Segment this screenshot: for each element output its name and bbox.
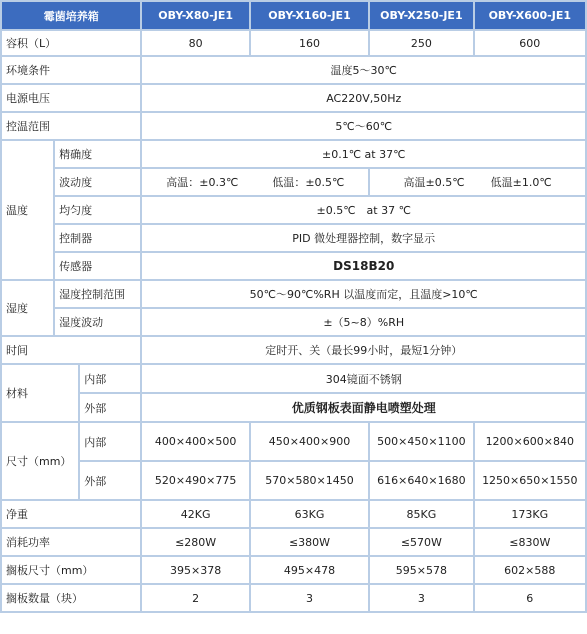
cell-value: 50℃～90℃%RH 以温度而定，且温度>10℃ — [142, 281, 585, 307]
group-label-material: 材料 — [2, 365, 78, 421]
sub-label: 外部 — [80, 394, 140, 421]
table-row — [2, 225, 585, 251]
cell-value: PID 微处理器控制，数字显示 — [142, 225, 585, 251]
cell-value: 395×378 — [142, 557, 248, 583]
cell-value: 3 — [370, 585, 472, 611]
cell-value: 304镜面不锈钢 — [142, 365, 585, 392]
cell-value: 173KG — [475, 501, 585, 527]
sub-label: 均匀度 — [55, 197, 140, 223]
table-row — [2, 113, 585, 139]
row-label: 消耗功率 — [2, 529, 140, 555]
sub-label: 湿度控制范围 — [55, 281, 140, 307]
row-label: 电源电压 — [2, 85, 140, 111]
model-header: OBY-X600-JE1 — [475, 2, 585, 29]
table-row — [2, 423, 585, 460]
cell-value: 500×450×1100 — [370, 423, 472, 460]
table-row — [2, 529, 585, 555]
table-row — [2, 309, 585, 335]
header-row — [2, 2, 585, 29]
cell-value: 5℃～60℃ — [142, 113, 585, 139]
cell-value: 42KG — [142, 501, 248, 527]
cell-value: 1250×650×1550 — [475, 462, 585, 499]
cell-value: 600 — [475, 31, 585, 55]
fluctuation-small-models — [142, 169, 368, 195]
cell-value: ≤280W — [142, 529, 248, 555]
sub-label: 控制器 — [55, 225, 140, 251]
row-label: 环境条件 — [2, 57, 140, 83]
cell-value: 3 — [251, 585, 368, 611]
row-label: 搁板尺寸（mm） — [2, 557, 140, 583]
sub-label: 内部 — [80, 365, 140, 392]
sub-label: 外部 — [80, 462, 140, 499]
cell-value: 160 — [251, 31, 368, 55]
sub-label: 精确度 — [55, 141, 140, 167]
cell-value: AC220V,50Hz — [142, 85, 585, 111]
cell-value: 520×490×775 — [142, 462, 248, 499]
cell-value: 602×588 — [475, 557, 585, 583]
cell-value: ±0.1℃ at 37℃ — [142, 141, 585, 167]
table-row — [2, 462, 585, 499]
cell-value: 250 — [370, 31, 472, 55]
row-label: 净重 — [2, 501, 140, 527]
fluctuation-low: 低温：±0.5℃ — [272, 176, 345, 189]
table-row — [2, 394, 585, 421]
table-row — [2, 141, 585, 167]
cell-value: 400×400×500 — [142, 423, 248, 460]
cell-value: 495×478 — [251, 557, 368, 583]
fluctuation-low: 低温±1.0℃ — [490, 176, 552, 189]
table-row — [2, 557, 585, 583]
sub-label: 波动度 — [55, 169, 140, 195]
cell-value: 85KG — [370, 501, 472, 527]
cell-value: 温度5～30℃ — [142, 57, 585, 83]
fluctuation-high: 高温±0.5℃ — [403, 176, 465, 189]
cell-value: 1200×600×840 — [475, 423, 585, 460]
fluctuation-high: 高温：±0.3℃ — [166, 176, 239, 189]
cell-value: ≤830W — [475, 529, 585, 555]
table-row — [2, 585, 585, 611]
cell-value: 定时开、关（最长99小时，最短1分钟） — [142, 337, 585, 363]
group-label-temperature: 温度 — [2, 141, 53, 279]
fluctuation-large-models — [370, 169, 585, 195]
row-label: 控温范围 — [2, 113, 140, 139]
cell-value: 优质钢板表面静电喷塑处理 — [142, 394, 585, 421]
table-row — [2, 31, 585, 55]
table-row — [2, 197, 585, 223]
table-row — [2, 85, 585, 111]
row-label: 容积（L） — [2, 31, 140, 55]
model-header: OBY-X160-JE1 — [251, 2, 368, 29]
table-row — [2, 169, 585, 195]
table-row — [2, 501, 585, 527]
cell-value: ≤570W — [370, 529, 472, 555]
cell-value: ≤380W — [251, 529, 368, 555]
sub-label: 内部 — [80, 423, 140, 460]
cell-value: 2 — [142, 585, 248, 611]
row-label: 搁板数量（块） — [2, 585, 140, 611]
cell-value: 80 — [142, 31, 248, 55]
cell-value: 570×580×1450 — [251, 462, 368, 499]
table-row — [2, 253, 585, 279]
model-header: OBY-X250-JE1 — [370, 2, 472, 29]
group-label-dimensions: 尺寸（mm） — [2, 423, 78, 499]
cell-value: ±0.5℃ at 37 ℃ — [142, 197, 585, 223]
table-row — [2, 337, 585, 363]
cell-value: ±（5~8）%RH — [142, 309, 585, 335]
cell-value: DS18B20 — [142, 253, 585, 279]
table-row — [2, 57, 585, 83]
sub-label: 湿度波动 — [55, 309, 140, 335]
cell-value: 63KG — [251, 501, 368, 527]
sub-label: 传感器 — [55, 253, 140, 279]
cell-value: 616×640×1680 — [370, 462, 472, 499]
table-row — [2, 281, 585, 307]
row-label: 时间 — [2, 337, 140, 363]
cell-value: 450×400×900 — [251, 423, 368, 460]
product-name-header: 霉菌培养箱 — [2, 2, 140, 29]
cell-value: 595×578 — [370, 557, 472, 583]
group-label-humidity: 湿度 — [2, 281, 53, 335]
cell-value: 6 — [475, 585, 585, 611]
table-row — [2, 365, 585, 392]
model-header: OBY-X80-JE1 — [142, 2, 248, 29]
